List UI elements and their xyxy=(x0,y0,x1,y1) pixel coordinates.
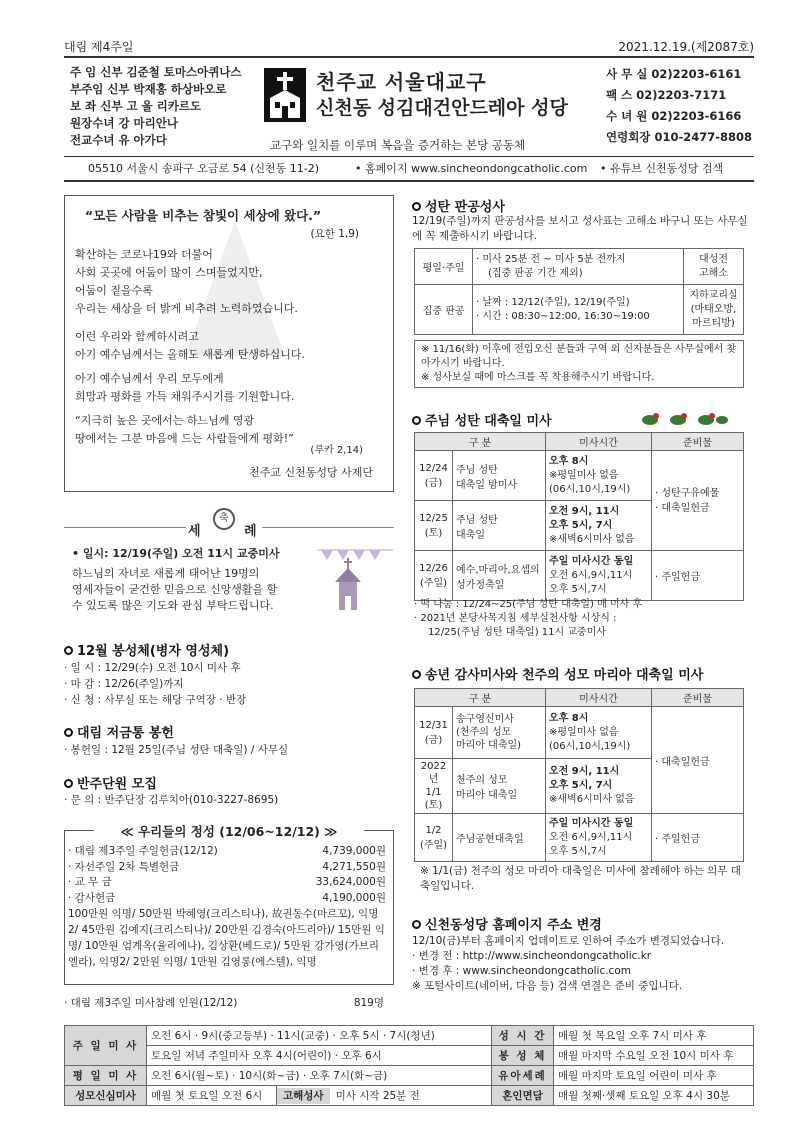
confess-label: 고해성사 xyxy=(277,1088,330,1104)
detail-line: ※ 포털사이트(네이버, 다음 등) 검색 연결은 준비 중입니다. xyxy=(412,980,683,992)
sick-heading xyxy=(64,640,229,659)
donor-list: 100만원 익명/ 50만원 박혜영(크리스티나), 故권동수(마르꼬), 익명2/ 45만원 김예지(크리스티나)/ 20만원 김경숙(아드리아)/ 15만원 익명/ 10만원 엄계옥(율리에나), 김상환(베드로)/ 5만원 강가영(가브리엘라), 익명2/ 2만원 익명/ 1만원 김영롱(에스텔), 익명 xyxy=(68,908,385,968)
table-header-row xyxy=(415,433,744,451)
table-row xyxy=(415,249,744,285)
clergy-line: 전교수녀 유 아가다 xyxy=(70,133,167,147)
note-line: · 2021년 본당사목지침 세부실천사항 시상식 : xyxy=(414,613,617,624)
christmas-heading xyxy=(412,410,552,429)
table-row xyxy=(65,1086,754,1106)
issue-date: 2021.12.19.(제2087호) xyxy=(618,40,754,54)
attendance-value: 819명 xyxy=(353,997,384,1009)
message-line: 희망과 평화를 가득 채워주시기를 기원합니다. xyxy=(75,390,295,403)
marriage-label: 혼인면담 xyxy=(492,1086,554,1106)
table-row: 12/26 (주일) 예수,마리아,요셉의 성가정축일 주일 미사시간 동일 오전 6시,9시,11시 오후 5시,7시 · 주일헌금 xyxy=(415,551,744,601)
confession-heading xyxy=(412,196,505,215)
attendance-label: · 대림 제3주일 미사참례 인원(12/12) xyxy=(64,997,238,1009)
confession-type: 평일·주일 xyxy=(415,249,473,285)
advent-detail: · 봉헌일 : 12월 25일(주님 성탄 대축일) / 사무실 xyxy=(64,744,289,756)
confession-notes xyxy=(414,340,744,388)
sick-details xyxy=(64,660,246,708)
table-header-row xyxy=(415,689,744,707)
church-logo xyxy=(262,66,308,124)
message-line: 땅에서는 그분 마음에 드는 사람들에게 평화!” xyxy=(75,432,294,445)
message-line: 이런 우리와 함께하시려고 xyxy=(75,330,199,343)
detail-line: 12/10(금)부터 홈페이지 업데이트로 인하여 주소가 변경되었습니다. xyxy=(412,935,725,947)
marian-time: 매월 첫 토요일 오전 6시 xyxy=(147,1086,277,1106)
homepage-link[interactable]: • 홈페이지 www.sincheondongcatholic.com xyxy=(355,162,588,175)
holyhour-label: 성 시 간 xyxy=(492,1026,554,1046)
message-signature: 천주교 신천동성당 사제단 xyxy=(249,466,373,479)
message-source: (요한 1,9) xyxy=(310,228,359,240)
col-header: 미사시간 xyxy=(546,689,652,707)
baptism-title-left: 세 xyxy=(188,524,201,539)
baptism-title-right: 례 xyxy=(244,524,257,539)
infant-label: 유아세례 xyxy=(492,1066,554,1086)
contact-line: 연령회장 010-2477-8808 xyxy=(606,130,753,144)
note-line: ※ 11/16(화) 이후에 전입오신 분들과 구역 외 신자분들은 사무실에서 찾아가시기 바랍니다. xyxy=(421,344,737,369)
offering-row: · 자선주일 2차 특별헌금 4,271,550원 xyxy=(68,860,386,873)
confession-type: 집중 판공 xyxy=(415,285,473,335)
marian-label: 성모신심미사 xyxy=(65,1086,147,1106)
homepage-text: 홈페이지 www.sincheondongcatholic.com xyxy=(365,162,588,175)
attendance-row xyxy=(64,995,384,1010)
clergy-line: 원장수녀 강 마리안나 xyxy=(70,116,178,130)
baptism-line: 영세자들이 굳건한 믿음으로 신앙생활을 할 xyxy=(72,583,278,596)
sunday-time: 오전 6시 · 9시(중고등부) · 11시(교중) · 오후 5시 · 7시(청년) xyxy=(147,1026,492,1046)
confession-place: 지하교리실 (마태오방, 마르티방) xyxy=(684,285,744,335)
detail-line: · 마 감 : 12/26(주일)까지 xyxy=(64,678,184,690)
message-quote: “모든 사람을 비추는 참빛이 세상에 왔다.” xyxy=(85,208,322,223)
table-row xyxy=(65,1046,754,1066)
weekday-time: 오전 6시(월~토) · 10시(화~금) · 오후 7시(화~금) xyxy=(147,1066,492,1086)
sick-time: 매월 마지막 수요일 오전 10시 미사 후 xyxy=(554,1046,754,1066)
detail-line: · 신 청 : 사무실 또는 해당 구역장 · 반장 xyxy=(64,694,247,706)
baptism-badge: 축 xyxy=(213,508,235,530)
clergy-list xyxy=(70,64,260,149)
christmas-title: 주님 성탄 대축일 미사 xyxy=(425,414,552,429)
advent-heading xyxy=(64,722,174,741)
offering-list xyxy=(68,844,386,970)
youtube-link[interactable]: • 유튜브 신천동성당 검색 xyxy=(600,162,724,175)
table-row: 12/24 (금) 주님 성탄 대축일 밤미사 오후 8시 ※평일미사 없음 (06시,10시,19시) · 성탄구유예물 · 대축일헌금 xyxy=(415,451,744,501)
marriage-time: 매월 첫째·셋째 토요일 오후 4시 30분 xyxy=(554,1086,754,1106)
holyhour-time: 매월 첫 목요일 오후 7시 미사 후 xyxy=(554,1026,754,1046)
top-divider xyxy=(64,56,754,58)
address-divider xyxy=(64,180,754,182)
contact-list xyxy=(606,64,756,148)
message-body xyxy=(75,246,390,448)
detail-line: · 변경 후 : www.sincheondongcatholic.com xyxy=(412,965,631,977)
infant-time: 매월 마지막 토요일 어린이 미사 후 xyxy=(554,1066,754,1086)
christmas-table xyxy=(414,432,744,601)
clergy-line: 보 좌 신부 고 울 리카르도 xyxy=(70,99,202,113)
baptism-rule-left xyxy=(64,527,186,528)
table-row: 2022년 1/1 (토) 천주의 성모 마리아 대축일 오전 9시, 11시 오후 5시, 7시 ※새벽6시미사 없음 xyxy=(415,759,744,814)
contact-line: 사 무 실 02)2203-6161 xyxy=(606,67,742,81)
baptism-rule-right xyxy=(262,527,394,528)
confess-cell xyxy=(277,1086,492,1106)
yearend-heading xyxy=(412,664,703,683)
week-label: 대림 제4주일 xyxy=(64,40,134,54)
table-row: 12/31 (금) 송구영신미사 (천주의 성모 마리아 대축일) 오후 8시 ※평일미사 없음 (06시,10시,19시) · 대축일헌금 xyxy=(415,707,744,759)
note-line: 12/25(주님 성탄 대축일) 11시 교중미사 xyxy=(428,627,606,638)
offering-title: ≪ 우리들의 정성 (12/06~12/12) ≫ xyxy=(94,822,364,840)
confession-place: 대성전 고해소 xyxy=(684,249,744,285)
confess-time: 미사 시작 25분 전 xyxy=(335,1090,420,1102)
offering-row: · 감사헌금 4,190,000원 xyxy=(68,891,386,904)
leader-title: 반주단원 모집 xyxy=(77,777,157,792)
message-line: 아기 예수님께서는 올해도 새롭게 탄생하십니다. xyxy=(75,348,306,361)
header-divider xyxy=(64,156,754,157)
table-row: 1/2 (주일) 주님공현대축일 주일 미사시간 동일 오전 6시,9시,11시 오후 5시,7시 · 주일헌금 xyxy=(415,814,744,862)
advent-title: 대림 저금통 봉헌 xyxy=(77,726,174,741)
leader-heading xyxy=(64,773,157,792)
col-header: 구 분 xyxy=(415,433,546,451)
sick-title: 12월 봉성체(병자 영성체) xyxy=(77,644,230,659)
table-row xyxy=(65,1066,754,1086)
detail-line: · 변경 전 : http://www.sincheondongcatholic.kr xyxy=(412,950,652,962)
table-row xyxy=(65,1026,754,1046)
yearend-note: ※ 1/1(금) 천주의 성모 마리아 대축일은 미사에 참례해야 하는 의무 대축일입니다. xyxy=(420,865,741,892)
contact-line: 팩 스 02)2203-7171 xyxy=(606,88,727,102)
confession-time: · 미사 25분 전 ~ 미사 5분 전까지 (집중 판공 기간 제외) xyxy=(473,249,684,285)
note-line: ※ 성사보실 때에 마스크를 꼭 착용해주시기 바랍니다. xyxy=(421,372,655,383)
confession-intro: 12/19(주일)까지 판공성사를 보시고 성사표는 고해소 바구니 또는 사무실에 꼭 제출하시기 바랍니다. xyxy=(412,215,748,242)
sunday-time-2: 토요일 저녁 주일미사 오후 4시(어린이) · 오후 6시 xyxy=(147,1046,492,1066)
weekday-label: 평 일 미 사 xyxy=(65,1066,147,1086)
baptism-line: 수 있도록 많은 기도와 관심 부탁드립니다. xyxy=(72,599,274,612)
contact-line: 수 녀 원 02)2203-6166 xyxy=(606,109,742,123)
clergy-line: 주 임 신부 김준철 토마스아퀴나스 xyxy=(70,65,242,79)
mass-schedule-table xyxy=(64,1025,754,1106)
offering-row: · 대림 제3주일 주일헌금(12/12) 4,739,000원 xyxy=(68,845,386,857)
top-bar xyxy=(64,38,754,56)
confession-time: · 날짜 : 12/12(주일), 12/19(주일) · 시간 : 08:30~12:00, 16:30~19:00 xyxy=(473,285,684,335)
yearend-table xyxy=(414,688,744,862)
baptism-body xyxy=(72,566,307,614)
baptism-line: 하느님의 자녀로 새롭게 태어난 19명의 xyxy=(72,567,260,580)
homepage-heading xyxy=(412,914,602,933)
col-header: 구 분 xyxy=(415,689,546,707)
homepage-title: 신천동성당 홈페이지 주소 변경 xyxy=(425,918,602,933)
col-header: 준비물 xyxy=(652,433,744,451)
church-title-1: 천주교 서울대교구 xyxy=(316,70,487,94)
message-line: 우리는 세상을 더 밝게 비추려 노력하였습니다. xyxy=(75,302,298,315)
sick-label: 봉 성 체 xyxy=(492,1046,554,1066)
clergy-line: 부주임 신부 박재홍 하상바오로 xyxy=(70,82,227,96)
church-title-2: 신천동 성김대건안드레아 성당 xyxy=(316,97,568,119)
message-line: 아기 예수님께서 우리 모두에게 xyxy=(75,372,224,385)
church-motto: 교구와 일치를 이루며 복음을 증거하는 본당 공동체 xyxy=(270,138,526,152)
message-line: “지극히 높은 곳에서는 하느님께 영광 xyxy=(75,414,255,427)
homepage-details xyxy=(412,934,757,994)
christmas-notes xyxy=(414,598,754,640)
christmas-message-box xyxy=(64,195,394,492)
confession-title: 성탄 판공성사 xyxy=(425,200,505,215)
note-line: · 떡 나눔 : 12/24~25(주님 성탄 대축일) 매 미사 후 xyxy=(414,599,643,610)
offering-row: · 교 무 금 33,624,000원 xyxy=(68,876,386,888)
table-row xyxy=(415,285,744,335)
sunday-label: 주 일 미 사 xyxy=(65,1026,147,1066)
detail-line: · 일 시 : 12/29(수) 오전 10시 미사 후 xyxy=(64,662,241,674)
church-illustration-icon xyxy=(315,546,395,616)
holly-decoration-icon xyxy=(640,406,730,428)
yearend-title: 송년 감사미사와 천주의 성모 마리아 대축일 미사 xyxy=(425,668,704,683)
leader-detail: · 문 의 : 반주단장 김루치아(010-3227-8695) xyxy=(64,794,279,806)
baptism-when: • 일시: 12/19(주일) 오전 11시 교중미사 xyxy=(72,547,280,560)
col-header: 준비물 xyxy=(652,689,744,707)
table-row: 12/25 (토) 주님 성탄 대축일 오전 9시, 11시 오후 5시, 7시 ※새벽6시미사 없음 xyxy=(415,501,744,551)
youtube-text: 유튜브 신천동성당 검색 xyxy=(610,162,724,175)
confession-table xyxy=(414,248,744,335)
message-line: 확산하는 코로나19와 더불어 xyxy=(75,248,213,261)
message-line: 사회 곳곳에 어둠이 많이 스며들었지만, xyxy=(75,266,263,279)
col-header: 미사시간 xyxy=(546,433,652,451)
address: 05510 서울시 송파구 오금로 54 (신천동 11-2) xyxy=(88,162,320,175)
message-source-2: (루카 2,14) xyxy=(310,445,363,456)
message-line: 어둠이 짙을수록 xyxy=(75,284,153,297)
